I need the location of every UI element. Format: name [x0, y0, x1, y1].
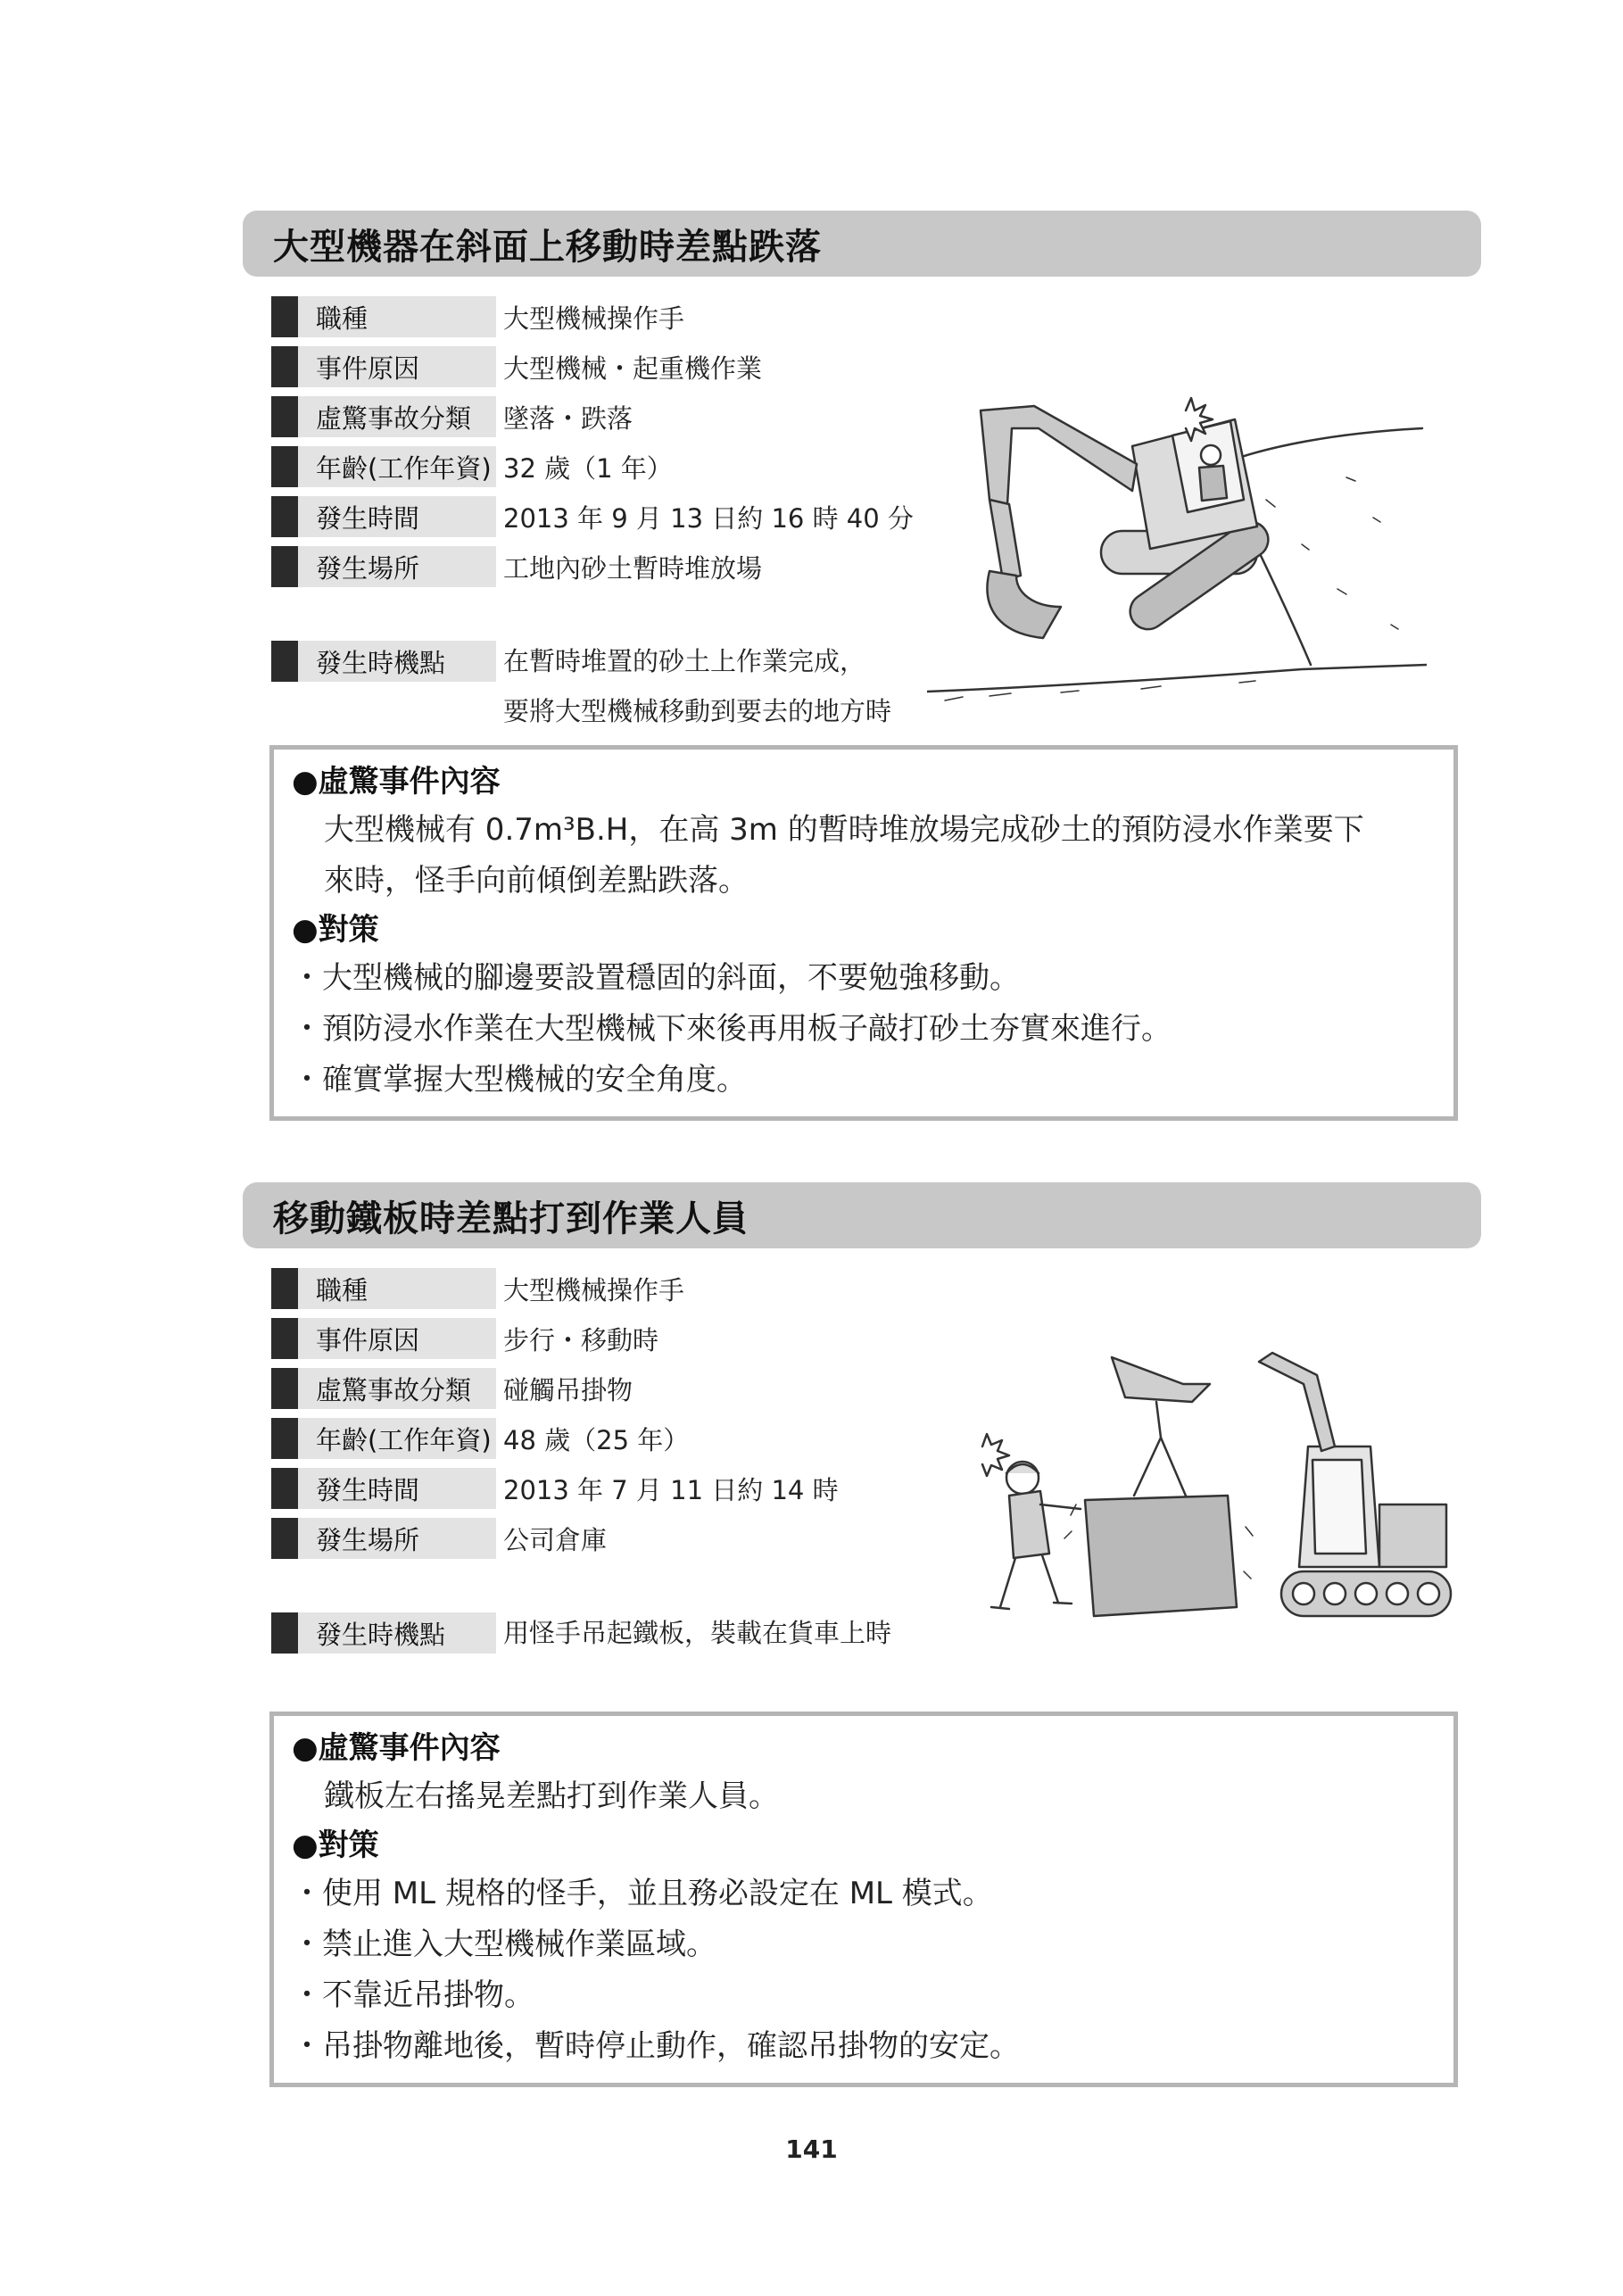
page-number: 141 [785, 2134, 838, 2164]
incident-box [269, 745, 1458, 1121]
info-key: 發生場所 [271, 546, 496, 587]
case-info-table [271, 296, 1481, 736]
measure-item: ・使用 ML 規格的怪手，並且務必設定在 ML 模式。 [292, 1876, 993, 1911]
info-key: 發生時間 [271, 1468, 496, 1509]
info-key: 發生時間 [271, 496, 496, 537]
info-key: 職種 [271, 1268, 496, 1309]
incident-line: 來時，怪手向前傾倒差點跌落。 [324, 863, 749, 899]
incident-line: 鐵板左右搖晃差點打到作業人員。 [324, 1778, 779, 1814]
info-key: 發生場所 [271, 1518, 496, 1559]
timing-value [496, 1608, 891, 1658]
incident-heading: ●虛驚事件內容 [292, 1730, 501, 1766]
info-value: 2013 年 9 月 13 日約 16 時 40 分 [503, 502, 914, 534]
info-row [271, 346, 1481, 387]
info-value: 大型機械操作手 [503, 1274, 685, 1305]
timing-key: 發生時機點 [271, 641, 496, 682]
timing-line: 在暫時堆置的砂土上作業完成， [503, 646, 866, 676]
measures-heading: ●對策 [292, 1828, 379, 1863]
info-key: 年齡(工作年資) [271, 1418, 496, 1459]
info-key: 職種 [271, 296, 496, 337]
measure-item: ・禁止進入大型機械作業區域。 [292, 1927, 716, 1962]
info-value: 公司倉庫 [503, 1524, 608, 1555]
incident-box [269, 1712, 1458, 2087]
info-value: 步行・移動時 [503, 1324, 659, 1355]
info-value: 碰觸吊掛物 [503, 1374, 633, 1405]
info-value: 墜落・跌落 [503, 402, 633, 434]
steel-plate-illustration [960, 1348, 1460, 1670]
case-section [243, 1182, 1481, 2087]
measure-item: ・吊掛物離地後，暫時停止動作，確認吊掛物的安定。 [292, 2028, 1020, 2064]
measures-heading: ●對策 [292, 912, 379, 948]
case-title: 移動鐵板時差點打到作業人員 [243, 1182, 1481, 1248]
info-key: 事件原因 [271, 1318, 496, 1359]
info-value: 大型機械・起重機作業 [503, 352, 763, 384]
incident-heading: ●虛驚事件內容 [292, 764, 501, 800]
timing-key: 發生時機點 [271, 1612, 496, 1654]
measure-item: ・大型機械的腳邊要設置穩固的斜面，不要勉強移動。 [292, 960, 1020, 996]
measure-item: ・預防浸水作業在大型機械下來後再用板子敲打砂土夯實來進行。 [292, 1011, 1172, 1047]
measure-item: ・確實掌握大型機械的安全角度。 [292, 1062, 747, 1098]
info-value: 大型機械操作手 [503, 303, 685, 334]
case-title: 大型機器在斜面上移動時差點跌落 [243, 211, 1481, 277]
case-section [243, 211, 1481, 1121]
info-row [271, 296, 1481, 337]
timing-line: 用怪手吊起鐵板，裝載在貨車上時 [503, 1618, 892, 1648]
incident-line: 大型機械有 0.7m³B.H，在高 3m 的暫時堆放場完成砂土的預防浸水作業要下 [324, 812, 1364, 848]
info-row [271, 1268, 1481, 1309]
timing-value [496, 636, 891, 736]
info-key: 虛驚事故分類 [271, 1368, 496, 1409]
measure-item: ・不靠近吊掛物。 [292, 1977, 534, 2013]
case-info-table [271, 1268, 1481, 1658]
timing-line: 要將大型機械移動到要去的地方時 [503, 696, 892, 726]
excavator-slope-illustration [927, 393, 1427, 714]
info-key: 事件原因 [271, 346, 496, 387]
info-value: 2013 年 7 月 11 日約 14 時 [503, 1474, 839, 1505]
info-value: 32 歲（1 年） [503, 452, 673, 484]
info-key: 虛驚事故分類 [271, 396, 496, 437]
info-value: 工地內砂土暫時堆放場 [503, 552, 763, 584]
info-key: 年齡(工作年資) [271, 446, 496, 487]
info-value: 48 歲（25 年） [503, 1424, 690, 1455]
